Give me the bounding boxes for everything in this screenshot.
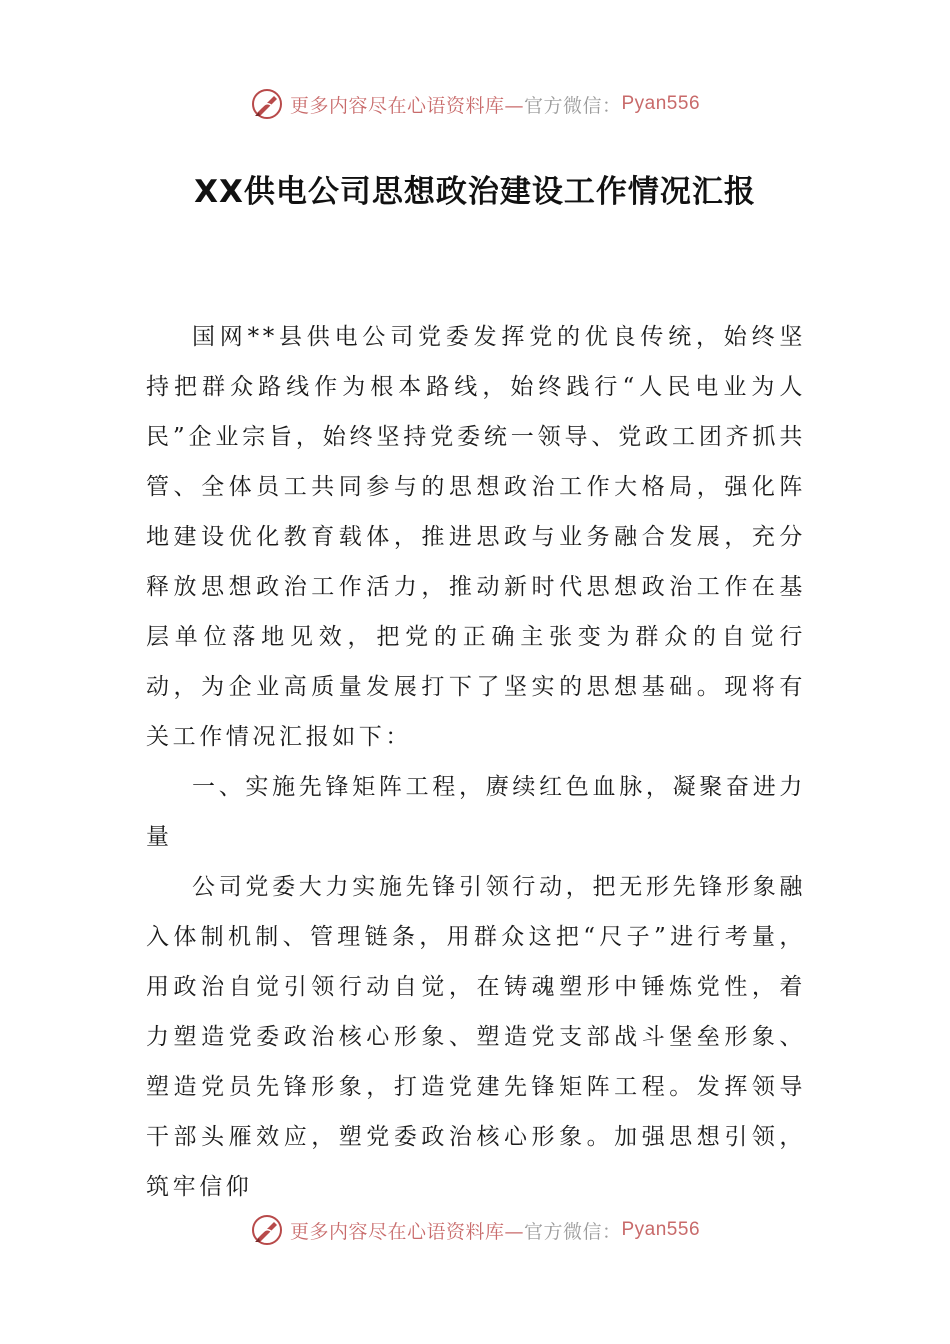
paragraph-section-1: 公司党委大力实施先锋引领行动，把无形先锋形象融入体制机制、管理链条，用群众这把“尺子”进行考量，用政治自觉引领行动自觉，在铸魂塑形中锤炼党性，着力塑造党委政治核心形象、塑造党支部战斗堡垒形象、塑造党员先锋形象，打造党建先锋矩阵工程。发挥领导干部头雁效应，塑党委政治核心形象。加强思想引领，筑牢信仰 bbox=[146, 874, 806, 1200]
document-body bbox=[146, 312, 806, 1212]
watermark-wechat-label: 官方微信： bbox=[523, 1220, 622, 1243]
paragraph-intro: 国网**县供电公司党委发挥党的优良传统，始终坚持把群众路线作为根本路线，始终践行“人民电业为人民”企业宗旨，始终坚持党委统一领导、党政工团齐抓共管、全体员工共同参与的思想政治工作大格局，强化阵地建设优化教育载体，推进思政与业务融合发展，充分释放思想政治工作活力，推动新时代思想政治工作在基层单位落地见效，把党的正确主张变为群众的自觉行动，为企业高质量发展打下了坚实的思想基础。现将有关工作情况汇报如下： bbox=[146, 324, 806, 750]
watermark-text: 更多内容尽在心语资料库— bbox=[289, 1220, 524, 1243]
watermark-wechat-label: 官方微信： bbox=[523, 94, 622, 117]
pen-logo-icon bbox=[250, 87, 284, 121]
document-title: XX供电公司思想政治建设工作情况汇报 bbox=[194, 174, 756, 210]
watermark-banner-top bbox=[0, 82, 950, 126]
watermark-wechat-id: Pyan556 bbox=[621, 1219, 701, 1240]
section-heading-1: 一、实施先锋矩阵工程，赓续红色血脉，凝聚奋进力量 bbox=[146, 774, 806, 850]
pen-logo-icon bbox=[250, 1213, 284, 1247]
watermark-text: 更多内容尽在心语资料库— bbox=[289, 94, 524, 117]
watermark-wechat-id: Pyan556 bbox=[621, 93, 701, 114]
watermark-banner-bottom bbox=[0, 1208, 950, 1252]
